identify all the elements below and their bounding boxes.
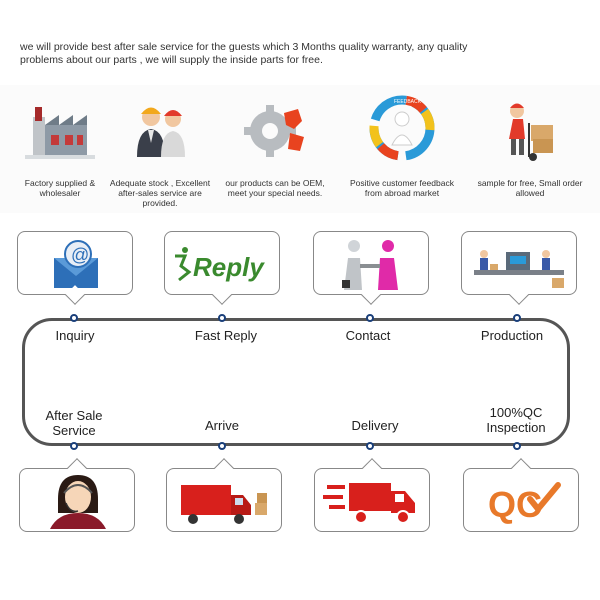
intro-text bbox=[20, 41, 540, 67]
reply-logo-icon bbox=[173, 236, 271, 292]
box-contact bbox=[313, 231, 429, 295]
box-after-sale bbox=[19, 468, 135, 532]
step-dot bbox=[513, 314, 521, 322]
step-dot bbox=[70, 314, 78, 322]
support-agent-icon bbox=[28, 473, 126, 529]
box-production bbox=[461, 231, 577, 295]
service-caption: our products can be OEM, meet your special needs. bbox=[225, 178, 325, 198]
step-label-contact: Contact bbox=[345, 328, 391, 343]
email-envelope-icon bbox=[26, 236, 124, 292]
box-fast-reply bbox=[164, 231, 280, 295]
production-line-icon bbox=[470, 236, 568, 292]
svg-text:@: @ bbox=[71, 245, 90, 265]
box-arrive bbox=[166, 468, 282, 532]
step-dot bbox=[218, 442, 226, 450]
service-caption: Positive customer feedback from abroad market bbox=[350, 178, 454, 198]
service-stock bbox=[100, 85, 220, 213]
step-label-arrive: Arrive bbox=[205, 418, 239, 433]
gears-icon bbox=[240, 95, 310, 165]
qc-logo-icon bbox=[472, 473, 570, 529]
delivery-truck-icon bbox=[175, 473, 273, 529]
box-delivery bbox=[314, 468, 430, 532]
service-caption: Adequate stock , Excellent after-sales service are provided. bbox=[109, 178, 211, 208]
fast-truck-icon bbox=[323, 473, 421, 529]
step-label-fast-reply: Fast Reply bbox=[194, 328, 258, 343]
step-dot bbox=[218, 314, 226, 322]
step-label-qc: 100%QC Inspection bbox=[486, 405, 546, 435]
step-label-delivery: Delivery bbox=[351, 418, 399, 433]
step-dot bbox=[513, 442, 521, 450]
step-label-inquiry: Inquiry bbox=[55, 328, 95, 343]
qc-logo-text: QC bbox=[488, 484, 542, 525]
feedback-ring-text: FEEDBACK bbox=[394, 99, 421, 105]
intro-line-1: we will provide best after sale service for the guests which 3 Months quality warranty, any quality bbox=[20, 41, 468, 53]
hand-truck-icon bbox=[495, 95, 565, 165]
step-label-after-sale: After Sale Service bbox=[45, 408, 103, 438]
service-caption: Factory supplied & wholesaler bbox=[24, 178, 96, 198]
step-label-production: Production bbox=[480, 328, 544, 343]
step-dot bbox=[366, 314, 374, 322]
box-inquiry bbox=[17, 231, 133, 295]
reply-logo-text: Reply bbox=[193, 252, 264, 282]
service-caption: sample for free, Small order allowed bbox=[477, 178, 583, 198]
service-sample bbox=[470, 85, 590, 213]
box-qc bbox=[463, 468, 579, 532]
step-dot bbox=[366, 442, 374, 450]
services-strip bbox=[0, 85, 600, 213]
factory-icon bbox=[25, 95, 95, 165]
handshake-icon bbox=[322, 236, 420, 292]
intro-line-2: problems about our parts , we will supply the inside parts for free. bbox=[20, 54, 323, 66]
workers-icon bbox=[125, 95, 195, 165]
service-oem bbox=[215, 85, 335, 213]
step-dot bbox=[70, 442, 78, 450]
feedback-ring-icon bbox=[367, 95, 437, 165]
service-feedback bbox=[342, 85, 462, 213]
